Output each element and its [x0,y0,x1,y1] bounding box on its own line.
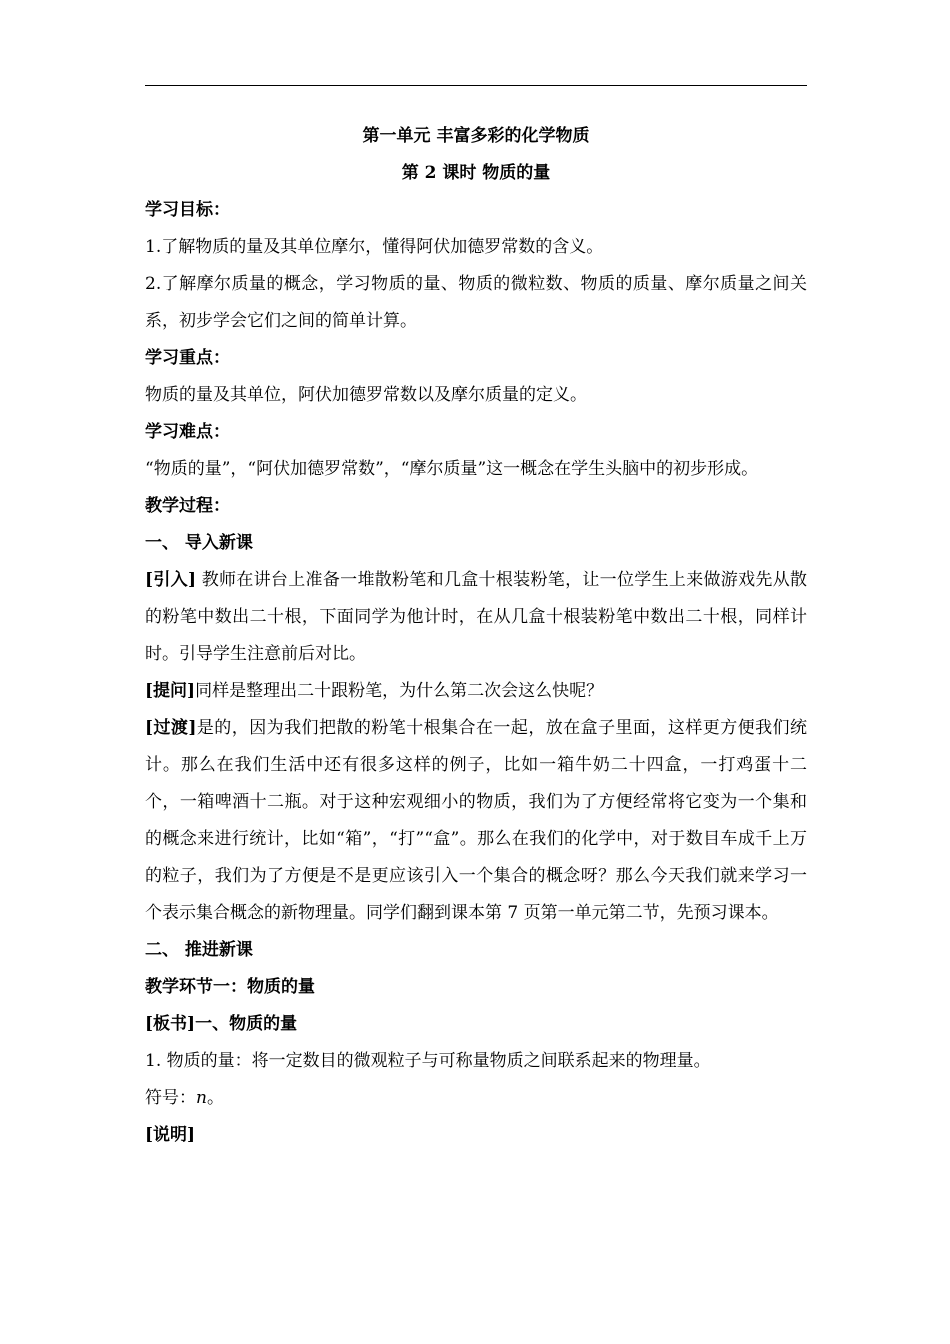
definition-text: 1. 物质的量：将一定数目的微观粒子与可称量物质之间联系起来的物理量。 [145,1051,711,1071]
transition-tag: [过渡] [145,718,197,738]
intro-tag: [引入] [145,570,196,590]
board-tag: [板书] [145,1014,196,1034]
difficulties-text: “物质的量”，“阿伏加德罗常数”，“摩尔质量”这一概念在学生头脑中的初步形成。 [145,459,759,479]
question-paragraph [145,673,807,710]
objective-item: 1.了解物质的量及其单位摩尔，懂得阿伏加德罗常数的含义。 [145,237,604,257]
symbol-value: n [196,1088,207,1108]
transition-paragraph [145,710,807,932]
lesson-title: 第 2 课时 物质的量 [401,163,551,183]
question-tag: [提问] [145,681,196,701]
difficulties-heading: 学习难点： [145,422,230,442]
board-text: 一、物质的量 [195,1014,298,1034]
symbol-end: 。 [206,1088,224,1108]
intro-paragraph [145,562,807,673]
intro-text: 教师在讲台上准备一堆散粉笔和几盒十根装粉笔，让一位学生上来做游戏先从散的粉笔中数出二十根，下面同学为他计时，在从几盒十根装粉笔中数出二十根，同样计时。引导学生注意前后对比。 [145,570,808,664]
unit-title: 第一单元 丰富多彩的化学物质 [362,126,590,146]
note-tag: [说明] [145,1125,196,1145]
header-rule [145,85,807,86]
document-body [145,118,807,1154]
section-heading: 二、 推进新课 [145,940,253,960]
key-points-heading: 学习重点： [145,348,230,368]
transition-text: 是的，因为我们把散的粉笔十根集合在一起，放在盒子里面，这样更方便我们统计。那么在我们生活中还有很多这样的例子，比如一箱牛奶二十四盒，一打鸡蛋十二个，一箱啤酒十二瓶。对于这种宏观细小的物质，我们为了方便经常将它变为一个集和的概念来进行统计，比如“箱”，“打”“盒”。那么在我们的化学中，对于数目车成千上万的粒子，我们为了方便是不是更应该引入一个集合的概念呀？那么今天我们就来学习一个表示集合概念的新物理量。同学们翻到课本第 7 页第一单元第二节，先预习课本。 [145,718,807,923]
symbol-label: 符号： [145,1088,196,1108]
section-heading: 一、 导入新课 [145,533,253,553]
board-paragraph [145,1006,807,1043]
stage-heading: 教学环节一：物质的量 [145,977,315,997]
question-text: 同样是整理出二十跟粉笔，为什么第二次会这么快呢？ [195,681,604,701]
objectives-heading: 学习目标： [145,200,230,220]
key-points-text: 物质的量及其单位，阿伏加德罗常数以及摩尔质量的定义。 [145,385,587,405]
objective-item: 2.了解摩尔质量的概念，学习物质的量、物质的微粒数、物质的质量、摩尔质量之间关系，初步学会它们之间的简单计算。 [145,274,807,331]
symbol-line [145,1080,807,1117]
process-heading: 教学过程： [145,496,230,516]
